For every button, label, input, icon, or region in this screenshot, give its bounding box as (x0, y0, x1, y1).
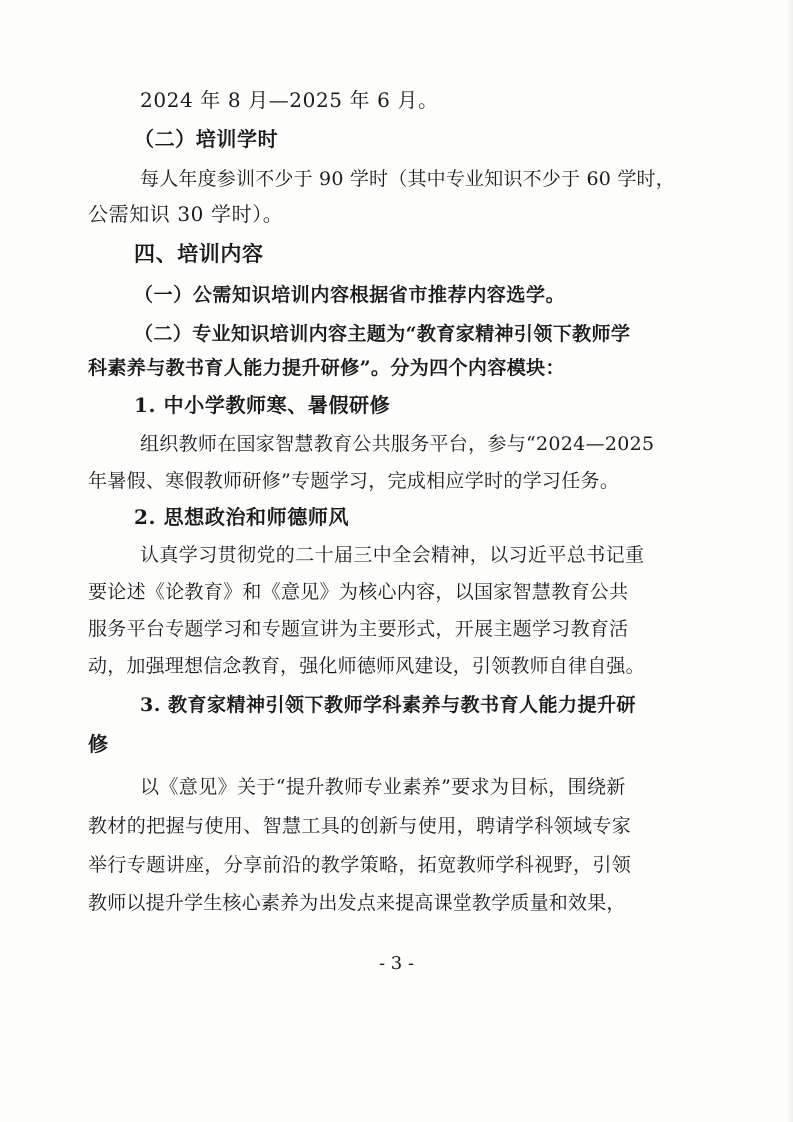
module-1-text-line-1: 组织教师在国家智慧教育公共服务平台，参与“2024—2025 (140, 433, 655, 455)
module-3-heading-line-2: 修 (88, 732, 109, 756)
public-knowledge-paragraph: （一）公需知识培训内容根据省市推荐内容选学。 (134, 284, 566, 306)
training-hours-text-line-1: 每人年度参训不少于 90 学时（其中专业知识不少于 60 学时， (140, 168, 675, 190)
module-1-text-line-2: 年暑假、寒假教师研修”专题学习，完成相应学时的学习任务。 (88, 470, 620, 492)
module-2-text-line-3: 服务平台专题学习和专题宣讲为主要形式，开展主题学习教育活 (88, 618, 629, 640)
section-training-hours-heading: （二）培训学时 (134, 127, 279, 151)
professional-knowledge-line-1: （二）专业知识培训内容主题为“教育家精神引领下教师学 (134, 323, 631, 345)
page-edge-shadow (787, 0, 793, 1122)
training-hours-text-line-2: 公需知识 30 学时）。 (88, 202, 284, 226)
module-3-heading-line-1: 3. 教育家精神引领下教师学科素养与教书育人能力提升研 (140, 694, 636, 716)
page-number: - 3 - (378, 953, 415, 974)
module-3-text-line-1: 以《意见》关于“提升教师专业素养”要求为目标，围绕新 (140, 776, 626, 798)
module-2-heading: 2. 思想政治和师德师风 (134, 505, 350, 529)
period-text: 2024 年 8 月—2025 年 6 月。 (140, 88, 439, 112)
module-3-text-line-3: 举行专题讲座，分享前沿的教学策略，拓宽教师学科视野，引领 (88, 854, 632, 876)
module-2-text-line-4: 动，加强理想信念教育，强化师德师风建设，引领教师自律自强。 (88, 655, 645, 677)
section-four-heading: 四、培训内容 (134, 241, 264, 266)
professional-knowledge-line-2: 科素养与教书育人能力提升研修”。分为四个内容模块： (88, 357, 565, 379)
module-2-text-line-2: 要论述《论教育》和《意见》为核心内容，以国家智慧教育公共 (88, 581, 629, 603)
module-2-text-line-1: 认真学习贯彻党的二十届三中全会精神，以习近平总书记重 (140, 544, 645, 566)
module-1-heading: 1. 中小学教师寒、暑假研修 (134, 393, 391, 417)
module-3-text-line-2: 教材的把握与使用、智慧工具的创新与使用，聘请学科领域专家 (88, 815, 632, 837)
module-3-text-line-4: 教师以提升学生核心素养为出发点来提高课堂教学质量和效果， (88, 892, 626, 914)
